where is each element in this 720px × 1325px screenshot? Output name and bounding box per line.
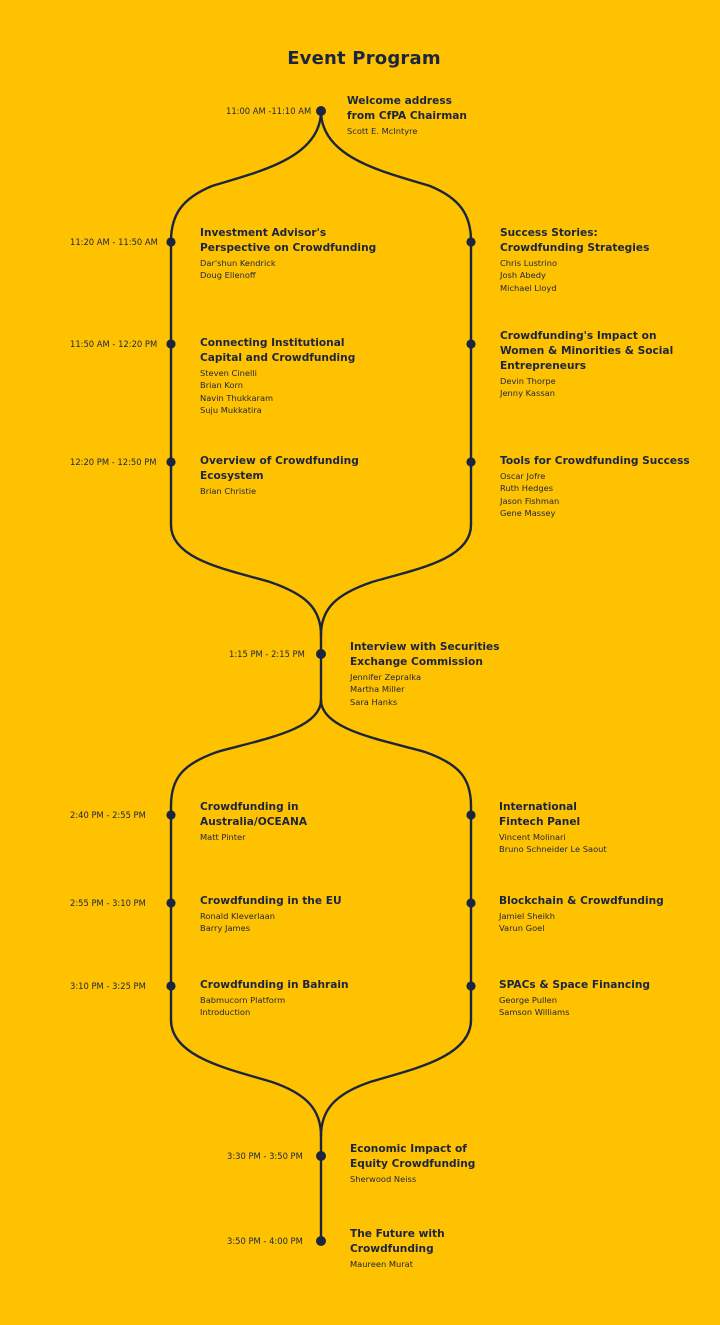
event-crowdfunding-bahrain — [200, 978, 390, 1019]
event-title — [200, 978, 390, 993]
timeline-node — [316, 1151, 326, 1161]
event-crowdfunding-eu — [200, 894, 390, 935]
time-label: 2:40 PM - 2:55 PM — [70, 810, 146, 820]
event-title — [200, 226, 390, 256]
event-australia-oceana — [200, 800, 390, 843]
timeline-node — [166, 339, 175, 348]
event-title-line: Perspective on Crowdfunding — [200, 242, 377, 254]
event-institutional-capital — [200, 336, 390, 417]
speaker-name: Ronald Kleverlaan — [200, 911, 276, 921]
event-title — [350, 640, 540, 670]
event-sec-interview — [350, 640, 540, 708]
event-title-line: International — [499, 801, 577, 813]
event-title-line: Success Stories: — [500, 227, 598, 239]
timeline-node — [466, 339, 475, 348]
event-future-crowdfunding — [350, 1227, 540, 1270]
event-title — [350, 1227, 540, 1257]
speaker-name: Samson Williams — [499, 1007, 570, 1018]
speaker-name: Suju Mukkatira — [200, 405, 262, 416]
event-title — [350, 1142, 540, 1172]
timeline-connector — [171, 1020, 321, 1136]
event-title — [500, 329, 700, 374]
event-title-line: SPACs & Space Financing — [499, 979, 650, 991]
speaker-name: Sara Hanks — [350, 696, 398, 707]
event-title — [200, 454, 390, 484]
event-title — [499, 800, 699, 830]
speaker-list — [350, 671, 540, 708]
speaker-name: George Pullen — [499, 995, 557, 1005]
timeline-node — [166, 981, 175, 990]
event-title-line: Equity Crowdfunding — [350, 1158, 476, 1170]
event-success-stories — [500, 226, 700, 294]
speaker-name: Brian Christie — [200, 486, 257, 496]
page-title: Event Program — [287, 48, 441, 69]
speaker-list — [200, 485, 390, 497]
speaker-name: Jamiel Sheikh — [499, 911, 555, 921]
speaker-list — [200, 994, 390, 1019]
event-title-line: Investment Advisor's — [200, 227, 327, 239]
event-title-line: Connecting Institutional — [200, 337, 345, 349]
speaker-list — [500, 470, 700, 520]
time-label: 2:55 PM - 3:10 PM — [70, 898, 146, 908]
event-title-line: Economic Impact of — [350, 1143, 467, 1155]
speaker-name: Ruth Hedges — [500, 483, 554, 494]
speaker-name: Barry James — [200, 923, 251, 934]
event-title-line: Crowdfunding's Impact on — [500, 330, 657, 342]
event-title-line: Entrepreneurs — [500, 360, 587, 372]
speaker-name: Jason Fishman — [500, 495, 560, 506]
speaker-name: Introduction — [200, 1007, 251, 1018]
event-impact-women-minorities — [500, 329, 700, 400]
speaker-name: Scott E. McIntyre — [347, 126, 418, 136]
event-title-line: Crowdfunding Strategies — [500, 242, 650, 254]
speaker-name: Michael Lloyd — [500, 282, 557, 293]
speaker-list — [200, 367, 390, 417]
speaker-name: Steven Cinelli — [200, 368, 257, 378]
event-title-line: Overview of Crowdfunding — [200, 455, 359, 467]
event-title-line: Crowdfunding in Bahrain — [200, 979, 349, 991]
speaker-name: Jenny Kassan — [500, 388, 555, 399]
event-blockchain — [499, 894, 699, 935]
timeline-node — [166, 898, 175, 907]
event-international-fintech — [499, 800, 699, 856]
speaker-list — [347, 125, 537, 137]
speaker-name: Jennifer Zepralka — [350, 672, 422, 682]
event-title-line: Crowdfunding in — [200, 801, 299, 813]
event-title-line: Blockchain & Crowdfunding — [499, 895, 664, 907]
speaker-list — [499, 994, 699, 1019]
speaker-list — [350, 1258, 540, 1270]
timeline-node — [166, 237, 175, 246]
time-label: 1:15 PM - 2:15 PM — [229, 649, 305, 659]
speaker-name: Martha Miller — [350, 684, 405, 695]
event-title — [499, 978, 699, 993]
event-economic-impact — [350, 1142, 540, 1185]
event-title — [500, 226, 700, 256]
timeline-connector — [171, 525, 321, 635]
event-title — [200, 336, 390, 366]
event-title — [500, 454, 700, 469]
event-title-line: Interview with Securities — [350, 641, 500, 653]
speaker-list — [500, 375, 700, 400]
speaker-name: Doug Ellenoff — [200, 270, 256, 281]
event-spacs — [499, 978, 699, 1019]
speaker-name: Devin Thorpe — [500, 376, 556, 386]
time-label: 3:10 PM - 3:25 PM — [70, 981, 146, 991]
speaker-list — [499, 910, 699, 935]
timeline-connector — [321, 525, 471, 635]
speaker-name: Sherwood Neiss — [350, 1174, 417, 1184]
timeline-node — [166, 457, 175, 466]
event-title-line: Crowdfunding — [350, 1243, 434, 1255]
speaker-name: Gene Massey — [500, 508, 556, 519]
speaker-name: Brian Korn — [200, 380, 244, 391]
timeline-connector — [321, 1020, 471, 1136]
timeline-node — [316, 1236, 326, 1246]
event-title — [200, 894, 390, 909]
timeline-connector — [321, 700, 471, 806]
event-title-line: Australia/OCEANA — [200, 816, 308, 828]
event-title — [347, 94, 537, 124]
timeline-connector — [171, 700, 321, 806]
speaker-list — [350, 1173, 540, 1185]
event-title-line: Fintech Panel — [499, 816, 581, 828]
speaker-list — [200, 910, 390, 935]
speaker-name: Josh Abedy — [500, 270, 546, 281]
event-title-line: Crowdfunding in the EU — [200, 895, 342, 907]
timeline-node — [316, 649, 326, 659]
event-title — [499, 894, 699, 909]
time-label: 11:00 AM -11:10 AM — [226, 106, 312, 116]
event-investment-advisor — [200, 226, 390, 282]
event-welcome — [347, 94, 537, 137]
speaker-name: Matt Pinter — [200, 832, 246, 842]
speaker-list — [200, 831, 390, 843]
speaker-name: Chris Lustrino — [500, 258, 558, 268]
speaker-list — [200, 257, 390, 282]
timeline-node — [466, 457, 475, 466]
event-title-line: Exchange Commission — [350, 656, 483, 668]
time-label: 3:50 PM - 4:00 PM — [227, 1236, 303, 1246]
timeline-node — [466, 237, 475, 246]
event-title-line: The Future with — [350, 1228, 445, 1240]
event-title-line: Capital and Crowdfunding — [200, 352, 356, 364]
timeline-node — [316, 106, 326, 116]
timeline-node — [466, 981, 475, 990]
time-label: 3:30 PM - 3:50 PM — [227, 1151, 303, 1161]
time-label: 11:20 AM - 11:50 AM — [70, 237, 158, 247]
timeline-node — [166, 810, 175, 819]
speaker-name: Dar'shun Kendrick — [200, 258, 276, 268]
event-title-line: Women & Minorities & Social — [500, 345, 674, 357]
speaker-list — [500, 257, 700, 294]
time-label: 11:50 AM - 12:20 PM — [70, 339, 158, 349]
speaker-name: Oscar Jofre — [500, 471, 546, 481]
event-title — [200, 800, 390, 830]
speaker-name: Maureen Murat — [350, 1259, 414, 1269]
event-title-line: from CfPA Chairman — [347, 110, 467, 122]
speaker-name: Babmucorn Platform — [200, 995, 286, 1005]
event-title-line: Welcome address — [347, 95, 452, 107]
speaker-list — [499, 831, 699, 856]
timeline-connector — [171, 111, 321, 241]
speaker-name: Vincent Molinari — [499, 832, 566, 842]
event-crowdfunding-ecosystem — [200, 454, 390, 497]
event-tools-success — [500, 454, 700, 520]
timeline-node — [466, 898, 475, 907]
timeline-node — [466, 810, 475, 819]
speaker-name: Varun Goel — [499, 923, 545, 934]
speaker-name: Bruno Schneider Le Saout — [499, 844, 607, 855]
event-title-line: Tools for Crowdfunding Success — [500, 455, 690, 467]
time-label: 12:20 PM - 12:50 PM — [70, 457, 157, 467]
speaker-name: Navin Thukkaram — [200, 392, 274, 403]
event-title-line: Ecosystem — [200, 470, 264, 482]
